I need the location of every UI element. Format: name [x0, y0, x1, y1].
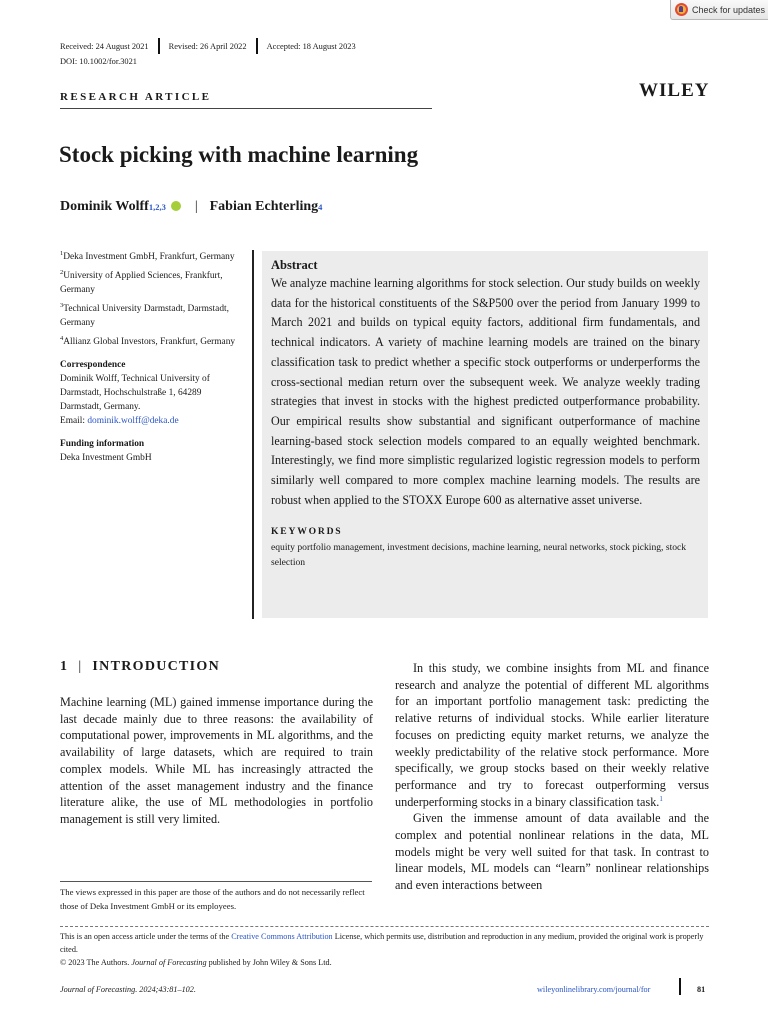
accepted-date: Accepted: 18 August 2023: [266, 41, 356, 51]
crossmark-icon: [675, 3, 688, 16]
keywords-heading: KEYWORDS: [271, 526, 343, 538]
affiliations-sidebar: [60, 250, 245, 465]
author-name[interactable]: Fabian Echterling: [209, 199, 319, 214]
license-prefix: This is an open access article under the terms of the: [60, 932, 232, 941]
footer-divider: [679, 978, 681, 995]
doi[interactable]: DOI: 10.1002/for.3021: [60, 57, 137, 66]
body-paragraph: Given the immense amount of data available and the complex and potential nonlinear relations in the data, ML models might be very well suited for that task. In contrast to linear models, ML models can “learn” nonlinear relationships and even interactions between: [395, 811, 709, 893]
paragraph-text: In this study, we combine insights from ML and finance research and analyze the potential of different ML algorithms for an important portfolio management task: predicting the relative returns of individual stocks. While earlier literature focuses on predicting equity market returns, we analyze the weekly predictability of the relative stock performance. More specifically, we group stocks based on their weekly relative performance and try to forecast outperforming versus underperforming stocks in a binary classification task.: [395, 661, 709, 809]
publisher-logo: WILEY: [639, 80, 710, 101]
license-text: [60, 930, 709, 956]
abstract-box: [262, 251, 708, 618]
affiliation-number: 1: [60, 249, 64, 257]
section-title: INTRODUCTION: [92, 659, 221, 674]
orcid-icon[interactable]: [171, 201, 181, 211]
date-divider: [158, 38, 160, 54]
funding-text: Deka Investment GmbH: [60, 453, 152, 463]
affiliation: [60, 269, 245, 297]
header-rule: [60, 108, 432, 109]
affiliation-text: Technical University Darmstadt, Darmstadt, Germany: [60, 304, 229, 328]
page-number: 81: [697, 985, 706, 994]
badge-label: Check for updates: [692, 4, 766, 15]
section-heading: [60, 659, 220, 675]
abstract-text: We analyze machine learning algorithms for stock selection. Our study builds on weekly data for the historical constituents of the S&P500 over the period from January 1999 to March 2021 and builds on typical equity factors, additional firm fundamentals, and technical indicators. A variety of machine learning models are trained on the binary classification task to predict whether a specific stock outperforms or underperforms the cross-sectional median return over the subsequent week. We analyze weekly trading strategies that invest in stocks with the highest predicted outperformance probability. Our empirical results show substantial and significant outperformance of machine learning-based stock selection models compared to an equally weighted benchmark. Interestingly, we find more simplistic regularized logistic regression models to perform similarly well compared to more complex machine learning models. The results are robust when applied to the STOXX Europe 600 as alternative asset universe.: [271, 276, 700, 507]
affiliation-number: 2: [60, 268, 64, 276]
footnote: The views expressed in this paper are those of the authors and do not necessarily reflect those of Deka Investment GmbH or its employees.: [60, 887, 365, 912]
journal-name: Journal of Forecasting: [131, 958, 207, 967]
email-line: [60, 414, 245, 428]
body-paragraph: Machine learning (ML) gained immense importance during the last decade mainly due to three reasons: the availability of computational power, improvements in ML algorithms, and the availability of large datasets, which are required to train complex models. While ML has increasingly attracted the attention of the asset management industry and the finance literature alike, the use of ML methodologies in portfolio management is still very limited.: [60, 695, 373, 826]
footnote-rule: [60, 881, 372, 882]
affiliation-text: Allianz Global Investors, Frankfurt, Germany: [63, 337, 236, 347]
affiliation-number: 3: [60, 301, 64, 309]
affiliation-text: University of Applied Sciences, Frankfurt, Germany: [60, 271, 223, 295]
affiliation: [60, 335, 245, 349]
license-divider: [60, 926, 709, 927]
funding-heading: Funding information: [60, 439, 145, 449]
copyright-line: [60, 956, 709, 969]
revised-date: Revised: 26 April 2022: [168, 41, 247, 51]
footnote-ref[interactable]: 1: [659, 794, 663, 803]
correspondence-text: Dominik Wolff, Technical University of Darmstadt, Hochschulstraße 1, 64289 Darmstadt, Germany.: [60, 374, 210, 412]
affiliation: [60, 302, 245, 330]
keywords-list: equity portfolio management, investment decisions, machine learning, neural networks, stock picking, stock selection: [271, 542, 687, 568]
author-line: Dominik Wolff 1,2,3 | Fabian Echterling 4: [60, 199, 323, 214]
footer-journal-link[interactable]: wileyonlinelibrary.com/journal/for: [537, 985, 651, 994]
email-label: Email:: [60, 416, 88, 426]
received-date: Received: 24 August 2021: [60, 41, 149, 51]
license-notice: [60, 930, 709, 969]
correspondence-heading: Correspondence: [60, 360, 126, 370]
affiliation: [60, 250, 245, 264]
abstract-heading: Abstract: [271, 258, 318, 272]
license-link[interactable]: Creative Commons Attribution: [231, 932, 333, 941]
article-type: RESEARCH ARTICLE: [60, 91, 212, 103]
affiliation-number: 4: [60, 334, 64, 342]
section-bar: |: [78, 659, 83, 674]
sidebar-divider: [252, 250, 254, 619]
article-title: Stock picking with machine learning: [59, 142, 419, 167]
author-separator: |: [194, 199, 198, 214]
section-number: 1: [60, 659, 69, 674]
copyright-prefix: © 2023 The Authors.: [60, 958, 132, 967]
affiliation-text: Deka Investment GmbH, Frankfurt, Germany: [63, 252, 235, 262]
date-divider: [256, 38, 258, 54]
copyright-suffix: published by John Wiley & Sons Ltd.: [206, 958, 332, 967]
body-column-right: [395, 660, 709, 894]
email-link[interactable]: dominik.wolff@deka.de: [87, 416, 179, 426]
footer-citation: Journal of Forecasting. 2024;43:81–102.: [60, 985, 196, 994]
body-paragraph: [395, 660, 709, 810]
check-for-updates-badge[interactable]: [670, 0, 768, 20]
license-suffix: License, which permits use, distribution and reproduction in any medium, provided the original work is properly cited.: [60, 932, 704, 954]
author-name[interactable]: Dominik Wolff: [60, 199, 149, 214]
body-column-left: [60, 694, 373, 828]
history-dates: [60, 38, 356, 54]
